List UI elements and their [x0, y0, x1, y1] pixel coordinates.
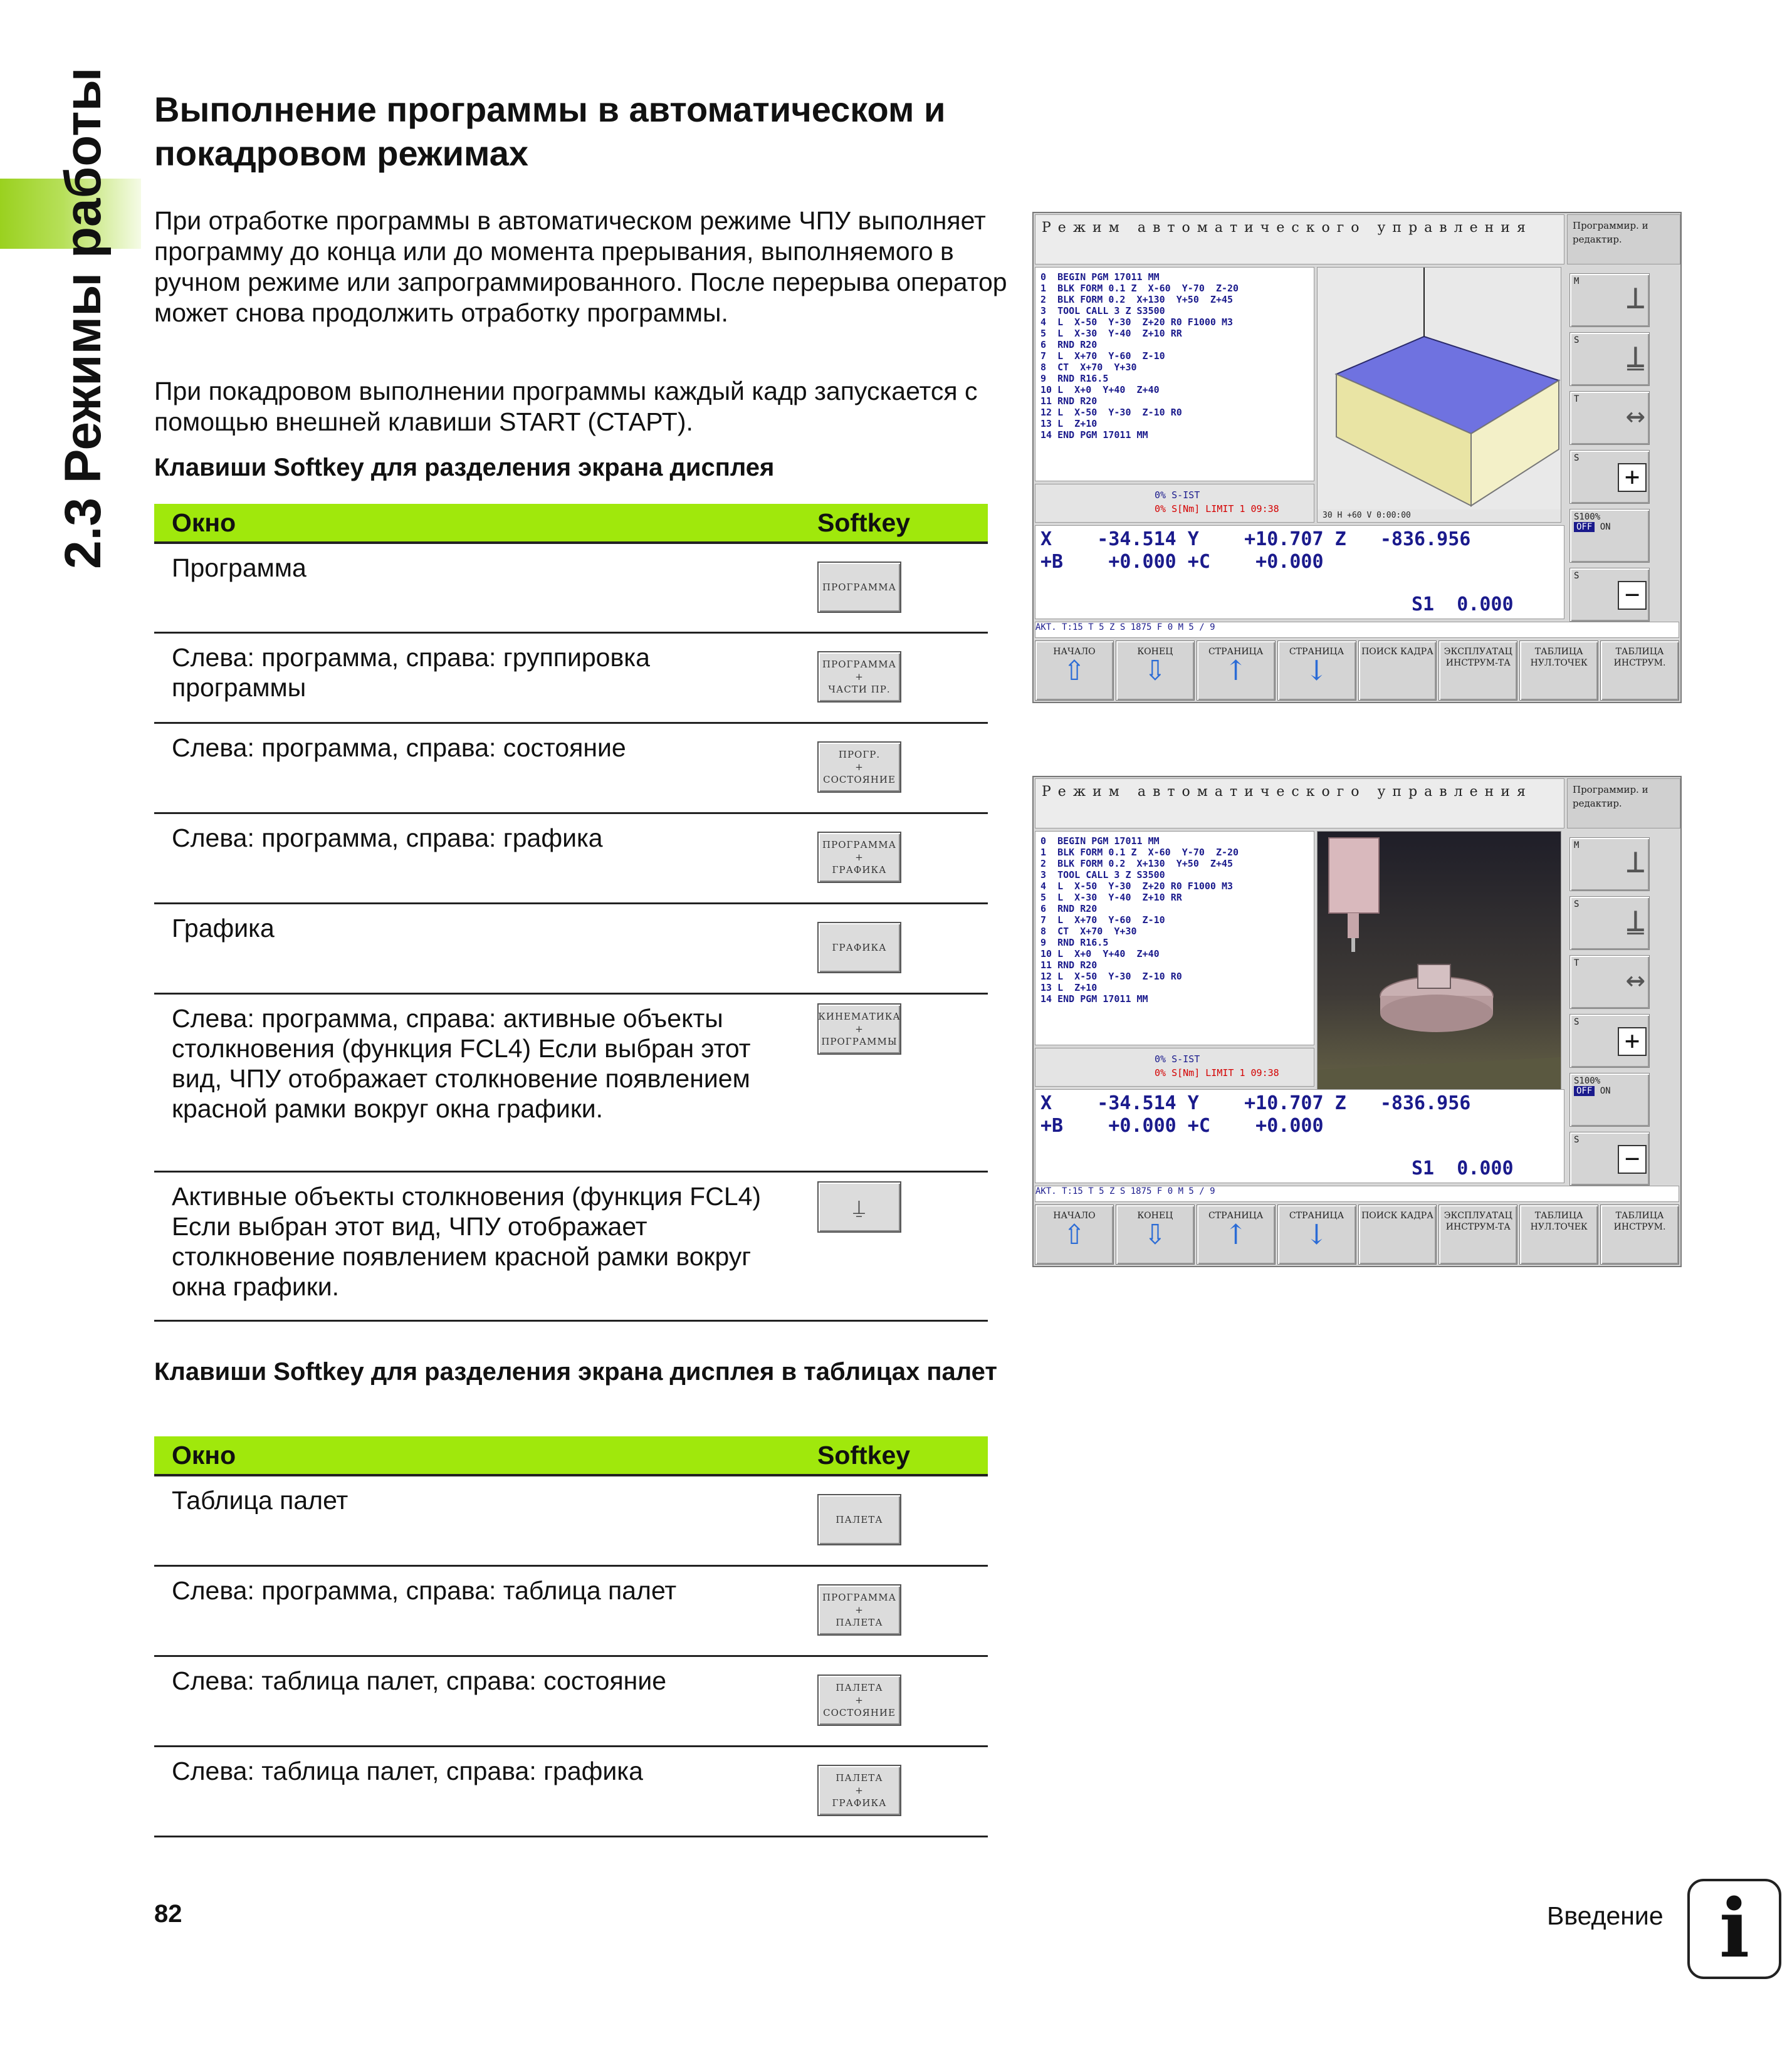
table-row [154, 632, 988, 723]
right-softkeys [1567, 267, 1680, 619]
program-listing: 0 BEGIN PGM 17011 MM 1 BLK FORM 0.1 Z X-60 Y-70 Z-20 2 BLK FORM 0.2 X+130 Y+50 Z+45 3 TOOL CALL 3 Z S3500 4 L X-50 Y-30 Z+20 R0 F1000 M3 5 L X-30 Y-40 Z+10 RR 6 RND R20 7 L X+70 Y-60 Z-10 8 CT X+70 Y+30 9 RND R16.5 10 L X+0 Y+40 Z+40 11 RND R20 12 L X-50 Y-30 Z-10 R0 13 L Z+10 14 END PGM 17011 MM [1035, 831, 1314, 1045]
softkey-begin[interactable]: НАЧАЛО ⇧ [1035, 640, 1114, 701]
status-bar: АКТ. T:15 T 5 Z S 1875 F 0 M 5 / 9 [1035, 622, 1679, 638]
softkey-block-search[interactable]: ПОИСК КАДРА [1358, 640, 1437, 701]
override-minus-button[interactable]: S − [1569, 568, 1650, 622]
softkey-table-1 [154, 504, 988, 1322]
intro-paragraph-1: При отработке программы в автоматическом режиме ЧПУ выполняет программу до конца или до момента прерывания, выполняемого в ручном режиме или запрограммированного. После перерыва оператор может снова продолжить отработку программы. [154, 206, 1007, 327]
bottom-softkeys [1035, 640, 1679, 701]
override-minus-button[interactable]: S − [1569, 1132, 1650, 1186]
table-row [154, 993, 988, 1171]
table-row [154, 1565, 988, 1656]
workpiece-block-icon [1318, 268, 1561, 509]
softkey-pallet[interactable]: ПАЛЕТА [817, 1494, 901, 1545]
chapter-label: 2.3 Режимы работы [55, 67, 112, 569]
status-panel: 0% S-IST 0% S[Nm] LIMIT 1 09:38 [1035, 484, 1314, 523]
kinematics-window [1317, 831, 1561, 1102]
table-row [154, 723, 988, 813]
softkey-program-status[interactable]: ПРОГР. + СОСТОЯНИЕ [817, 741, 901, 793]
softkey-tool-table[interactable]: ТАБЛИЦА ИНСТРУМ. [1600, 640, 1679, 701]
softkey-page-down[interactable]: СТРАНИЦА ↓ [1277, 640, 1356, 701]
col-window: Окно [154, 1436, 800, 1475]
row-text: Таблица палет [154, 1475, 800, 1565]
intro-paragraph-2: При покадровом выполнении программы каждый кадр запускается с помощью внешней клавиши START (СТАРТ). [154, 377, 978, 436]
override-toggle[interactable]: S100% OFF ON [1569, 1073, 1650, 1127]
override-plus-button[interactable]: S + [1569, 1014, 1650, 1068]
table-row [154, 1171, 988, 1320]
softkey-graphics[interactable]: ГРАФИКА [817, 922, 901, 973]
softkey-datum-table[interactable]: ТАБЛИЦА НУЛ.ТОЧЕК [1519, 1204, 1598, 1265]
softkey-tool-usage[interactable]: ЭКСПЛУАТАЦ ИНСТРУМ-ТА [1438, 640, 1517, 701]
softkey-collision-objects[interactable] [817, 1181, 901, 1233]
table-row [154, 1475, 988, 1565]
softkey-page-up[interactable]: СТРАНИЦА ↑ [1197, 1204, 1276, 1265]
t-function-button[interactable]: T ↔ [1569, 955, 1650, 1009]
table-header-row [154, 504, 988, 543]
softkey-end[interactable]: КОНЕЦ ⇩ [1116, 640, 1195, 701]
row-text: Слева: программа, справа: группировка программы [154, 632, 800, 723]
override-toggle[interactable]: S100% OFF ON [1569, 509, 1650, 563]
m-function-button[interactable]: M ⊥ [1569, 273, 1650, 327]
screen-mode-title: Режим автоматического управления [1035, 214, 1564, 264]
page-number: 82 [154, 1900, 182, 1928]
graphics-window [1317, 267, 1561, 523]
col-softkey: Softkey [800, 1436, 988, 1475]
softkey-program-sections[interactable]: ПРОГРАММА + ЧАСТИ ПР. [817, 651, 901, 703]
machine-spindle-icon [1318, 832, 1561, 1101]
status-panel: 0% S-IST 0% S[Nm] LIMIT 1 09:38 [1035, 1048, 1314, 1087]
softkey-table-2 [154, 1436, 988, 1837]
cnc-screen-graphics [1032, 212, 1682, 703]
softkey-tool-table[interactable]: ТАБЛИЦА ИНСТРУМ. [1600, 1204, 1679, 1265]
section-1-heading: Клавиши Softkey для разделения экрана дисплея [154, 454, 775, 481]
status-bar: АКТ. T:15 T 5 Z S 1875 F 0 M 5 / 9 [1035, 1186, 1679, 1202]
page-title: Выполнение программы в автоматическом и покадровом режимах [154, 90, 946, 173]
right-softkeys [1567, 831, 1680, 1183]
softkey-page-up[interactable]: СТРАНИЦА ↑ [1197, 640, 1276, 701]
table-row [154, 1746, 988, 1836]
row-text: Слева: таблица палет, справа: состояние [154, 1656, 800, 1746]
softkey-program-graphics[interactable]: ПРОГРАММА + ГРАФИКА [817, 832, 901, 883]
row-text: Слева: таблица палет, справа: графика [154, 1746, 800, 1836]
position-display: X -34.514 Y +10.707 Z -836.956 +B +0.000 +C +0.000 S1 0.000 [1035, 1089, 1564, 1183]
softkey-program-pallet[interactable]: ПРОГРАММА + ПАЛЕТА [817, 1584, 901, 1636]
row-text: Слева: программа, справа: активные объекты столкновения (функция FCL4) Если выбран этот вид, ЧПУ отображает столкновение появлением красной рамки вокруг окна графики. [154, 993, 800, 1171]
softkey-end[interactable]: КОНЕЦ ⇩ [1116, 1204, 1195, 1265]
s-function-button[interactable]: S ⍊ [1569, 332, 1650, 386]
table-row [154, 1656, 988, 1746]
col-softkey: Softkey [800, 504, 988, 543]
table-row [154, 813, 988, 903]
tool-icon: ⍊ [852, 1194, 866, 1219]
m-function-button[interactable]: M ⊥ [1569, 837, 1650, 891]
override-plus-button[interactable]: S + [1569, 450, 1650, 504]
softkey-page-down[interactable]: СТРАНИЦА ↓ [1277, 1204, 1356, 1265]
s-function-button[interactable]: S ⍊ [1569, 896, 1650, 950]
section-2-heading: Клавиши Softkey для разделения экрана дисплея в таблицах палет [154, 1358, 997, 1386]
screen-mode-title: Режим автоматического управления [1035, 778, 1564, 828]
softkey-begin[interactable]: НАЧАЛО ⇧ [1035, 1204, 1114, 1265]
footer-section: Введение [1547, 1901, 1664, 1930]
row-text: Программа [154, 543, 800, 632]
program-listing: 0 BEGIN PGM 17011 MM 1 BLK FORM 0.1 Z X-60 Y-70 Z-20 2 BLK FORM 0.2 X+130 Y+50 Z+45 3 TOOL CALL 3 Z S3500 4 L X-50 Y-30 Z+20 R0 F1000 M3 5 L X-30 Y-40 Z+10 RR 6 RND R20 7 L X+70 Y-60 Z-10 8 CT X+70 Y+30 9 RND R16.5 10 L X+0 Y+40 Z+40 11 RND R20 12 L X-50 Y-30 Z-10 R0 13 L Z+10 14 END PGM 17011 MM [1035, 267, 1314, 481]
table-row [154, 543, 988, 632]
cnc-screen-kinematics [1032, 776, 1682, 1267]
t-function-button[interactable]: T ↔ [1569, 391, 1650, 445]
row-text: Слева: программа, справа: графика [154, 813, 800, 903]
position-display: X -34.514 Y +10.707 Z -836.956 +B +0.000 +C +0.000 S1 0.000 [1035, 525, 1564, 619]
table-header-row [154, 1436, 988, 1475]
info-icon: i [1687, 1879, 1781, 1979]
row-text: Графика [154, 903, 800, 993]
row-text: Слева: программа, справа: состояние [154, 723, 800, 813]
graph-info: 30 H +60 V 0:00:00 [1318, 509, 1561, 522]
softkey-datum-table[interactable]: ТАБЛИЦА НУЛ.ТОЧЕК [1519, 640, 1598, 701]
screen-mode-right[interactable]: Программир. и редактир. [1567, 214, 1680, 264]
softkey-tool-usage[interactable]: ЭКСПЛУАТАЦ ИНСТРУМ-ТА [1438, 1204, 1517, 1265]
screen-mode-right[interactable]: Программир. и редактир. [1567, 778, 1680, 828]
softkey-pallet-status[interactable]: ПАЛЕТА + СОСТОЯНИЕ [817, 1674, 901, 1726]
softkey-pallet-graphics[interactable]: ПАЛЕТА + ГРАФИКА [817, 1765, 901, 1816]
softkey-kinematics-program[interactable]: КИНЕМАТИКА + ПРОГРАММЫ [817, 1003, 901, 1055]
softkey-program[interactable]: ПРОГРАММА [817, 562, 901, 613]
row-text: Активные объекты столкновения (функция FCL4) Если выбран этот вид, ЧПУ отображает столкновение появлением красной рамки вокруг окна графики. [154, 1171, 800, 1320]
row-text: Слева: программа, справа: таблица палет [154, 1565, 800, 1656]
bottom-softkeys [1035, 1204, 1679, 1265]
table-row [154, 903, 988, 993]
col-window: Окно [154, 504, 800, 543]
softkey-block-search[interactable]: ПОИСК КАДРА [1358, 1204, 1437, 1265]
